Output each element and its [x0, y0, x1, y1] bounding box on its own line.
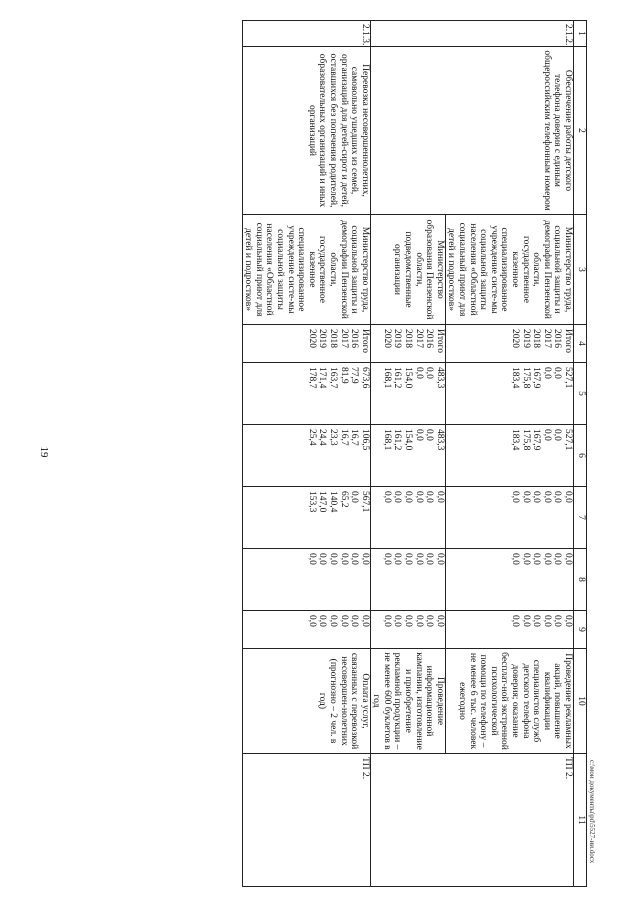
year-value: 2018 — [327, 329, 338, 348]
amount-value: 0,0 — [541, 491, 552, 503]
header-cell: 5 — [574, 363, 587, 425]
years-cell — [445, 325, 573, 363]
amount-value: 23,3 — [327, 429, 338, 446]
year-value: 2019 — [392, 329, 403, 348]
amount-value: 0,0 — [563, 553, 573, 565]
amount-value: 175,8 — [520, 429, 531, 451]
col7-cell — [242, 487, 370, 549]
amount-value: 168,1 — [381, 429, 392, 451]
year-value: 2017 — [541, 329, 552, 348]
amount-value: 0,0 — [338, 553, 349, 565]
header-cell: 1 — [574, 21, 587, 47]
amount-value: 0,0 — [552, 553, 563, 565]
amount-value: 0,0 — [317, 615, 328, 627]
amount-value: 0,0 — [349, 615, 360, 627]
amount-value: 0,0 — [531, 491, 542, 503]
year-value: 2018 — [531, 329, 542, 348]
amount-value: 77,9 — [349, 367, 360, 384]
col9-cell — [445, 611, 573, 649]
amount-value: 0,0 — [563, 491, 573, 503]
amount-value: 163,7 — [327, 367, 338, 389]
total-amount-cell — [242, 363, 370, 425]
year-value: 2017 — [338, 329, 349, 348]
amount-value: 0,0 — [327, 615, 338, 627]
amount-value: 0,0 — [403, 615, 414, 627]
table-row — [445, 21, 573, 887]
amount-value: 483,3 — [434, 367, 445, 389]
amount-value: 0,0 — [424, 491, 435, 503]
executor: Министерство образования Пензенской области, подведомственные организации — [370, 215, 445, 325]
amount-value: 0,0 — [510, 553, 521, 565]
col8-cell — [445, 549, 573, 611]
year-value: 2018 — [403, 329, 414, 348]
amount-value: 0,0 — [349, 553, 360, 565]
col9-cell — [370, 611, 445, 649]
amount-value: 0,0 — [359, 553, 370, 565]
amount-value: 0,0 — [424, 553, 435, 565]
footer-file-path: c:\мои документы\pd\5527-ии.docx — [588, 760, 596, 864]
amount-value: 0,0 — [381, 615, 392, 627]
amount-value: 0,0 — [520, 615, 531, 627]
amount-value: 0,0 — [424, 615, 435, 627]
year-value: 2020 — [306, 329, 317, 348]
budget-table — [242, 20, 587, 887]
amount-value: 0,0 — [306, 615, 317, 627]
amount-value: 154,0 — [403, 429, 414, 451]
year-value: 2016 — [552, 329, 563, 348]
amount-value: 0,0 — [531, 553, 542, 565]
amount-value: 0,0 — [434, 491, 445, 503]
amount-value: 178,7 — [306, 367, 317, 389]
year-value: 2019 — [520, 329, 531, 348]
expected-result: Проведение рекламных акций, повышение квалификации специалистов служб детского телефона доверия; оказание бесплат-ной экстренной психологической помощи по телефону – не менее 6 тыс. человек ежегодно — [445, 649, 573, 754]
col7-cell — [445, 487, 573, 549]
amount-value: 0,0 — [381, 491, 392, 503]
amount-value: 167,9 — [531, 367, 542, 389]
amount-value: 0,0 — [413, 429, 424, 441]
amount-value: 171,4 — [317, 367, 328, 389]
regional-budget-cell — [242, 425, 370, 487]
year-value: 2016 — [424, 329, 435, 348]
amount-value: 0,0 — [510, 491, 521, 503]
executor: Министерство труда, социальной защиты и демографии Пензенской области, государственное казенное специализированное учреждение систе-мы социальной защиты населения «Областной социальный приют для детей и подростков» — [445, 215, 573, 325]
executor: Министерство труда, социальной защиты и демографии Пензенской области, государственное казенное специализированное учреждение систе-мы социальной защиты населения «Областной социальный приют для детей и подростков» — [242, 215, 370, 325]
amount-value: 0,0 — [392, 615, 403, 627]
amount-value: 140,4 — [327, 491, 338, 513]
years-cell — [370, 325, 445, 363]
measure-name: Перевозка несовершеннолетних, самовольно ушедших из семей, организаций для детей-сирот и детей, оставшихся без попечения родителей, образовательных организаций и иных организаций — [242, 47, 370, 215]
amount-value: 147,0 — [317, 491, 328, 513]
amount-value: 0,0 — [392, 553, 403, 565]
amount-value: 154,0 — [403, 367, 414, 389]
amount-value: 0,0 — [520, 491, 531, 503]
year-value: Итого — [359, 329, 370, 354]
page-number: 19 — [38, 446, 50, 458]
amount-value: 25,4 — [306, 429, 317, 446]
amount-value: 0,0 — [359, 615, 370, 627]
amount-value: 81,9 — [338, 367, 349, 384]
amount-value: 0,0 — [349, 491, 360, 503]
amount-value: 0,0 — [552, 429, 563, 441]
year-value: Итого — [563, 329, 573, 354]
amount-value: 0,0 — [520, 553, 531, 565]
measure-name: Обеспечение работы детского телефона доверия с единым общероссийским телефонным номером — [370, 47, 573, 215]
col7-cell — [370, 487, 445, 549]
amount-value: 0,0 — [424, 367, 435, 379]
years-cell — [242, 325, 370, 363]
total-amount-cell — [445, 363, 573, 425]
amount-value: 0,0 — [434, 553, 445, 565]
rotated-table-sheet — [77, 20, 587, 886]
target-indicator: ТП 2. — [370, 754, 573, 887]
amount-value: 0,0 — [403, 553, 414, 565]
amount-value: 0,0 — [552, 367, 563, 379]
header-cell: 7 — [574, 487, 587, 549]
amount-value: 65,2 — [338, 491, 349, 508]
year-value: 2019 — [317, 329, 328, 348]
amount-value: 0,0 — [552, 491, 563, 503]
amount-value: 673,6 — [359, 367, 370, 389]
header-cell: 6 — [574, 425, 587, 487]
expected-result: Проведение информационной кампании, изготовление и приобретение рекламной продукции – не менее 600 буклетов в год — [370, 649, 445, 754]
amount-value: 175,8 — [520, 367, 531, 389]
col8-cell — [242, 549, 370, 611]
amount-value: 0,0 — [306, 553, 317, 565]
amount-value: 0,0 — [327, 553, 338, 565]
amount-value: 0,0 — [392, 491, 403, 503]
regional-budget-cell — [445, 425, 573, 487]
row-number: 2.1.3. — [242, 21, 370, 47]
amount-value: 0,0 — [413, 615, 424, 627]
amount-value: 183,4 — [510, 367, 521, 389]
year-value: 2017 — [413, 329, 424, 348]
amount-value: 0,0 — [381, 553, 392, 565]
amount-value: 0,0 — [413, 553, 424, 565]
amount-value: 0,0 — [563, 615, 573, 627]
target-indicator: ТП 2. — [242, 754, 370, 887]
amount-value: 483,3 — [434, 429, 445, 451]
row-number: 2.1.2. — [370, 21, 573, 47]
header-row — [574, 21, 587, 887]
header-cell: 10 — [574, 649, 587, 754]
header-cell: 9 — [574, 611, 587, 649]
amount-value: 0,0 — [541, 367, 552, 379]
header-cell: 11 — [574, 754, 587, 887]
amount-value: 161,2 — [392, 367, 403, 389]
amount-value: 527,1 — [563, 429, 573, 451]
amount-value: 0,0 — [510, 615, 521, 627]
amount-value: 0,0 — [541, 615, 552, 627]
header-cell: 4 — [574, 325, 587, 363]
amount-value: 0,0 — [552, 615, 563, 627]
amount-value: 527,1 — [563, 367, 573, 389]
amount-value: 0,0 — [434, 615, 445, 627]
regional-budget-cell — [370, 425, 445, 487]
amount-value: 153,3 — [306, 491, 317, 513]
amount-value: 161,2 — [392, 429, 403, 451]
amount-value: 0,0 — [317, 553, 328, 565]
expected-result: Оплата услуг, связанных с перевозкой несовершен-нолетних (прогнозно – 2 чел. в год) — [242, 649, 370, 754]
amount-value: 0,0 — [424, 429, 435, 441]
header-cell: 8 — [574, 549, 587, 611]
amount-value: 0,0 — [413, 367, 424, 379]
amount-value: 567,1 — [359, 491, 370, 513]
year-value: 2020 — [510, 329, 521, 348]
amount-value: 16,7 — [349, 429, 360, 446]
amount-value: 0,0 — [413, 491, 424, 503]
amount-value: 0,0 — [403, 491, 414, 503]
table-row — [242, 21, 370, 887]
amount-value: 0,0 — [338, 615, 349, 627]
header-cell: 2 — [574, 47, 587, 215]
col9-cell — [242, 611, 370, 649]
col8-cell — [370, 549, 445, 611]
amount-value: 106,5 — [359, 429, 370, 451]
year-value: Итого — [434, 329, 445, 354]
amount-value: 183,4 — [510, 429, 521, 451]
total-amount-cell — [370, 363, 445, 425]
amount-value: 24,4 — [317, 429, 328, 446]
amount-value: 167,9 — [531, 429, 542, 451]
amount-value: 168,1 — [381, 367, 392, 389]
amount-value: 16,7 — [338, 429, 349, 446]
header-cell: 3 — [574, 215, 587, 325]
year-value: 2016 — [349, 329, 360, 348]
year-value: 2020 — [381, 329, 392, 348]
amount-value: 0,0 — [531, 615, 542, 627]
amount-value: 0,0 — [541, 553, 552, 565]
amount-value: 0,0 — [541, 429, 552, 441]
